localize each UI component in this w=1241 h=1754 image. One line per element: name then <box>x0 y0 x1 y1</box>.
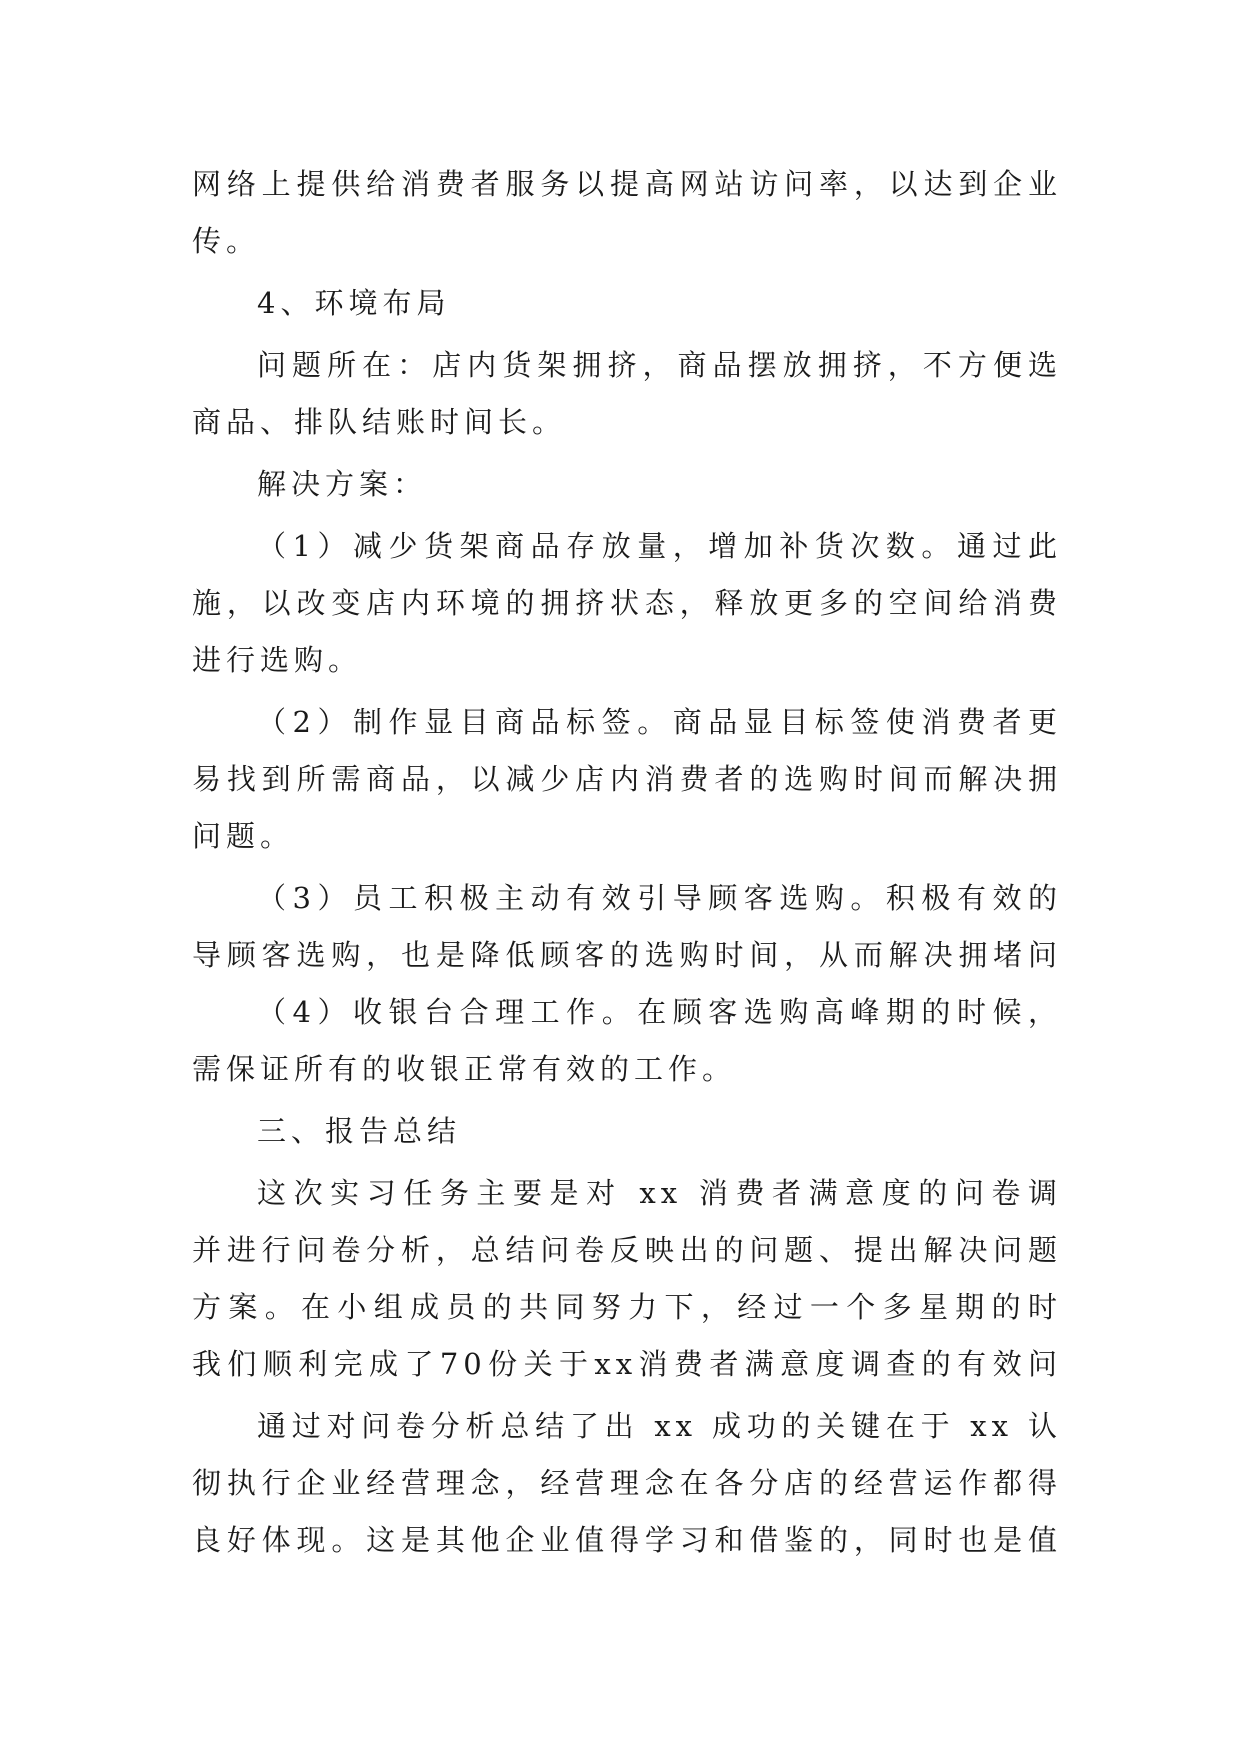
text-line: 并进行问卷分析，总结问卷反映出的问题、提出解决问题 <box>192 1233 1062 1267</box>
list-item: （3）员工积极主动有效引导顾客选购。积极有效的 <box>257 881 1062 915</box>
text-line: 问题所在：店内货架拥挤，商品摆放拥挤，不方便选 <box>257 348 1062 382</box>
text-line: 施，以改变店内环境的拥挤状态，释放更多的空间给消费 <box>192 586 1062 620</box>
text-line: 进行选购。 <box>192 643 363 677</box>
text-line: 传。 <box>192 224 261 258</box>
list-item: （2）制作显目商品标签。商品显目标签使消费者更 <box>257 705 1062 739</box>
section-heading: 4、环境布局 <box>257 286 451 320</box>
text-line: 网络上提供给消费者服务以提高网站访问率，以达到企业 <box>192 167 1062 201</box>
list-item: （1）减少货架商品存放量，增加补货次数。通过此 <box>257 529 1062 563</box>
text-line: 问题。 <box>192 819 295 853</box>
text-line: 通过对问卷分析总结了出 xx 成功的关键在于 xx 认 <box>257 1409 1062 1443</box>
text-line: 商品、排队结账时间长。 <box>192 405 567 439</box>
text-line: 导顾客选购，也是降低顾客的选购时间，从而解决拥堵问 <box>192 938 1062 972</box>
text-line: 需保证所有的收银正常有效的工作。 <box>192 1052 737 1086</box>
text-line: 彻执行企业经营理念，经营理念在各分店的经营运作都得 <box>192 1466 1062 1500</box>
text-line: 我们顺利完成了70份关于xx消费者满意度调查的有效问 <box>192 1347 1062 1381</box>
text-line: 这次实习任务主要是对 xx 消费者满意度的问卷调 <box>257 1176 1062 1210</box>
text-line: 良好体现。这是其他企业值得学习和借鉴的，同时也是值 <box>192 1523 1062 1557</box>
document-body <box>192 156 1062 1569</box>
text-line: 易找到所需商品，以减少店内消费者的选购时间而解决拥 <box>192 762 1062 796</box>
list-item: （4）收银台合理工作。在顾客选购高峰期的时候， <box>257 995 1062 1029</box>
text-line: 解决方案： <box>257 467 428 501</box>
section-heading: 三、报告总结 <box>257 1114 462 1148</box>
text-line: 方案。在小组成员的共同努力下，经过一个多星期的时 <box>192 1290 1062 1324</box>
